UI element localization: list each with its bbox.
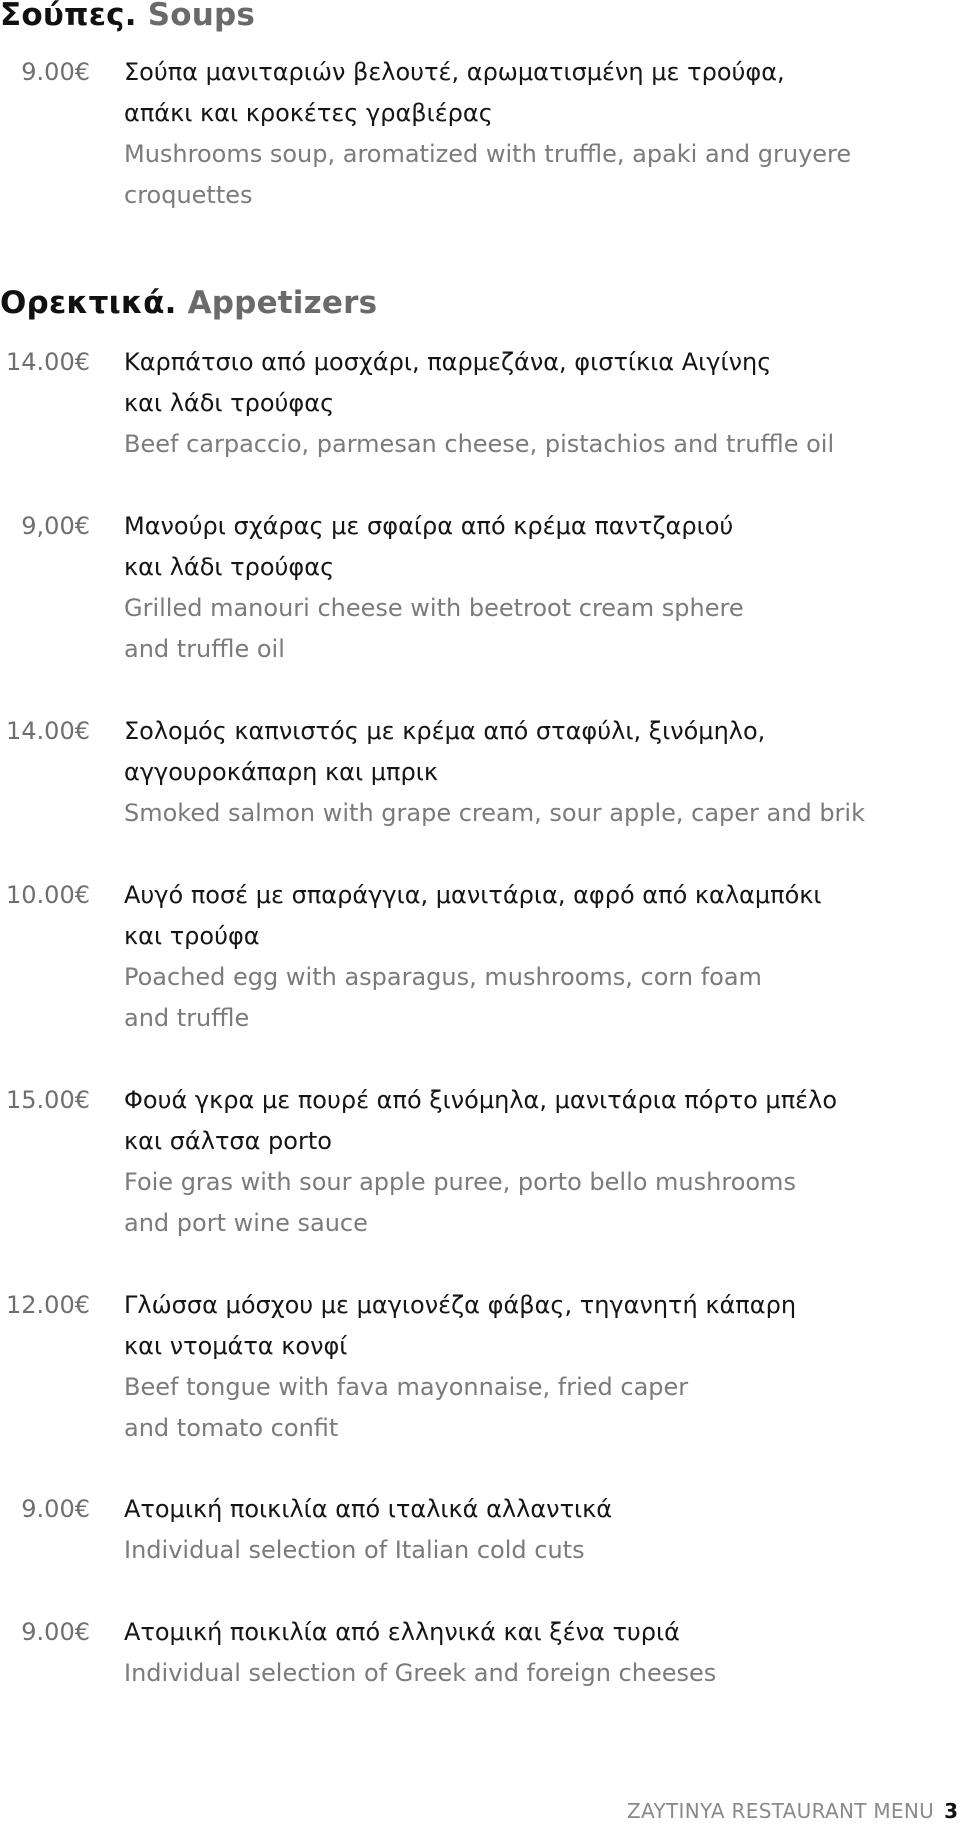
- item-name-gr: και λάδι τρούφας: [124, 553, 335, 581]
- item-name-en: and tomato confit: [124, 1414, 339, 1442]
- item-name-en: Grilled manouri cheese with beetroot cream sphere: [124, 594, 744, 622]
- item-price: 15.00€: [6, 1086, 90, 1114]
- item-name-gr: Καρπάτσιο από μοσχάρι, παρμεζάνα, φιστίκια Αιγίνης: [124, 348, 772, 376]
- item-name-gr: Ατομική ποικιλία από ελληνικά και ξένα τυριά: [124, 1618, 680, 1646]
- footer-brand: ZAYTINYA RESTAURANT MENU: [627, 1799, 935, 1823]
- item-price: 14.00€: [6, 717, 90, 745]
- item-price: 10.00€: [6, 881, 90, 909]
- section-title-en: Appetizers: [187, 285, 378, 321]
- item-name-en: Foie gras with sour apple puree, porto bello mushrooms: [124, 1168, 796, 1196]
- item-description: [124, 875, 960, 1039]
- item-name-gr: απάκι και κροκέτες γραβιέρας: [124, 99, 493, 127]
- item-name-en: Individual selection of Greek and foreign cheeses: [124, 1659, 717, 1687]
- item-name-gr: και λάδι τρούφας: [124, 389, 335, 417]
- item-description: [124, 506, 960, 670]
- item-price: 9,00€: [21, 512, 90, 540]
- item-price: 9.00€: [21, 58, 90, 86]
- section-title-appetizers: [0, 285, 377, 321]
- item-name-gr: Σολομός καπνιστός με κρέμα από σταφύλι, ξινόμηλο,: [124, 717, 766, 745]
- item-name-en: and truffle oil: [124, 635, 285, 663]
- item-description: [124, 711, 960, 834]
- section-title-soups: [0, 0, 255, 33]
- item-description: [124, 1080, 960, 1244]
- item-price: 9.00€: [21, 1495, 90, 1523]
- item-price: 9.00€: [21, 1618, 90, 1646]
- item-description: [124, 1285, 960, 1449]
- item-name-gr: Φουά γκρα με πουρέ από ξινόμηλα, μανιτάρια πόρτο μπέλο: [124, 1086, 838, 1114]
- item-name-gr: Μανούρι σχάρας με σφαίρα από κρέμα παντζαριού: [124, 512, 734, 540]
- item-name-gr: και τρούφα: [124, 922, 260, 950]
- item-name-en: Poached egg with asparagus, mushrooms, corn foam: [124, 963, 762, 991]
- item-description: [124, 1612, 960, 1694]
- item-name-gr: Ατομική ποικιλία από ιταλικά αλλαντικά: [124, 1495, 613, 1523]
- item-description: [124, 52, 960, 216]
- item-name-en: Beef carpaccio, parmesan cheese, pistachios and truffle oil: [124, 430, 835, 458]
- section-title-en: Soups: [147, 0, 256, 33]
- section-title-gr: Σούπες.: [0, 0, 137, 33]
- section-title-gr: Ορεκτικά.: [0, 285, 177, 321]
- item-name-gr: και σάλτσα porto: [124, 1127, 332, 1155]
- item-name-en: and truffle: [124, 1004, 250, 1032]
- item-name-gr: και ντομάτα κονφί: [124, 1332, 348, 1360]
- item-price: 12.00€: [6, 1291, 90, 1319]
- item-name-en: Beef tongue with fava mayonnaise, fried caper: [124, 1373, 689, 1401]
- item-price: 14.00€: [6, 348, 90, 376]
- item-name-gr: Σούπα μανιταριών βελουτέ, αρωματισμένη με τρούφα,: [124, 58, 785, 86]
- item-name-en: Mushrooms soup, aromatized with truffle, apaki and gruyere: [124, 140, 852, 168]
- page-footer: [627, 1799, 958, 1823]
- item-name-en: croquettes: [124, 181, 253, 209]
- item-description: [124, 1489, 960, 1571]
- item-name-gr: Γλώσσα μόσχου με μαγιονέζα φάβας, τηγανητή κάπαρη: [124, 1291, 797, 1319]
- item-name-en: Individual selection of Italian cold cuts: [124, 1536, 585, 1564]
- item-name-gr: Αυγό ποσέ με σπαράγγια, μανιτάρια, αφρό από καλαμπόκι: [124, 881, 822, 909]
- item-description: [124, 342, 960, 465]
- item-name-en: Smoked salmon with grape cream, sour apple, caper and brik: [124, 799, 865, 827]
- item-name-en: and port wine sauce: [124, 1209, 368, 1237]
- item-name-gr: αγγουροκάπαρη και μπρικ: [124, 758, 438, 786]
- page-number: 3: [944, 1799, 958, 1823]
